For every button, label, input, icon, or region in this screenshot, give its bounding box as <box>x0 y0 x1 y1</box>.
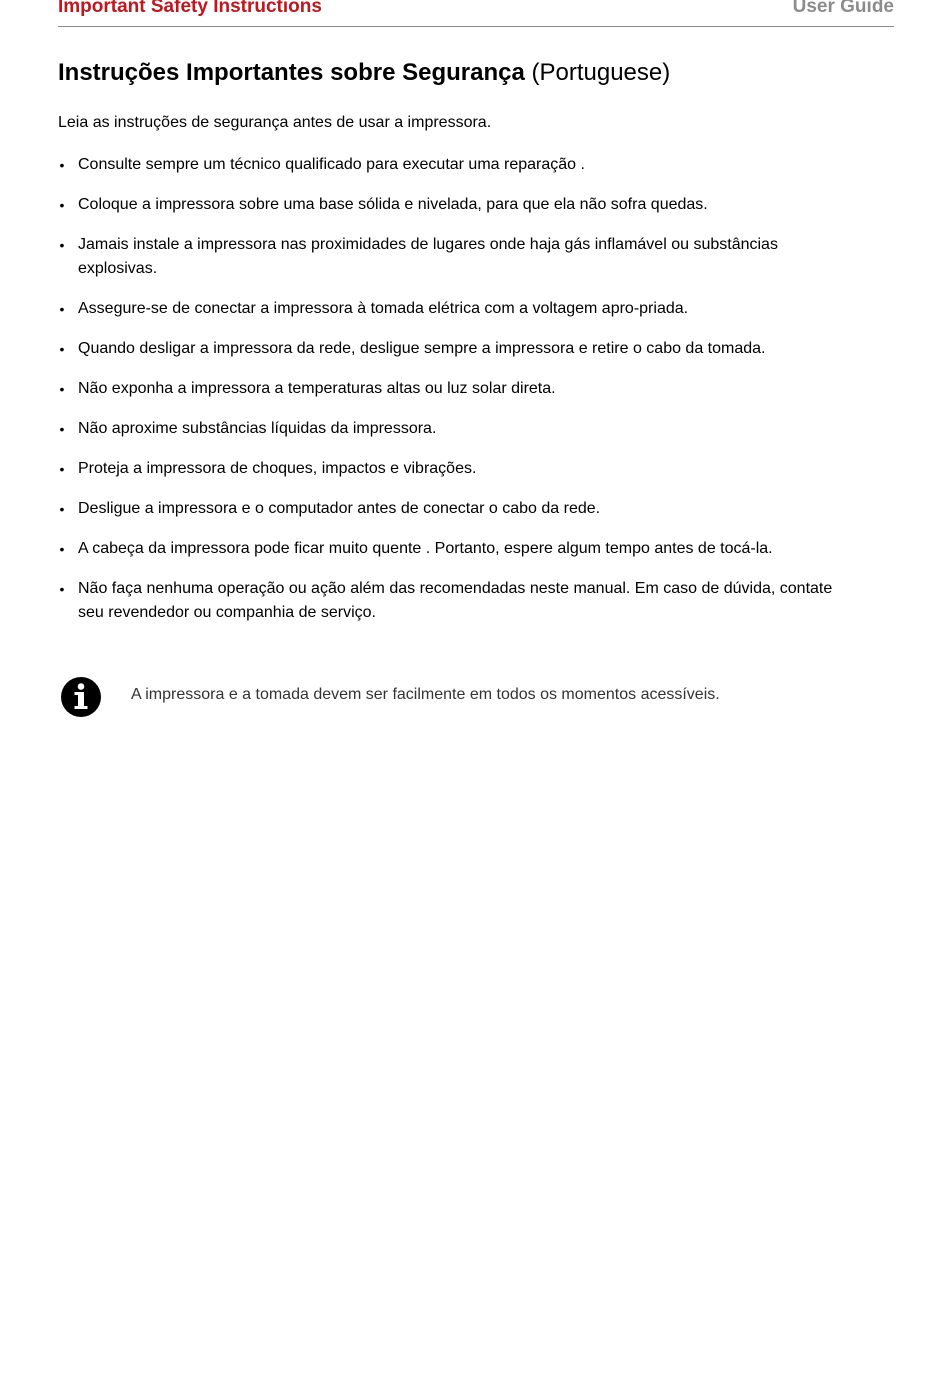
list-item-text: Não exponha a impressora a temperaturas altas ou luz solar direta. <box>78 380 556 397</box>
page-header <box>58 0 894 27</box>
list-item-text: Quando desligar a impressora da rede, desligue sempre a impressora e retire o cabo da tomada. <box>78 340 766 357</box>
bullet-icon: • <box>59 581 65 597</box>
intro-paragraph: Leia as instruções de segurança antes de usar a impressora. <box>58 114 492 131</box>
list-item <box>58 497 858 521</box>
list-item-text: Desligue a impressora e o computador antes de conectar o cabo da rede. <box>78 500 601 517</box>
info-icon-dot <box>78 683 85 690</box>
list-item-text: Proteja a impressora de choques, impactos e vibrações. <box>78 460 477 477</box>
bullet-icon: • <box>59 541 65 557</box>
bullet-icon: • <box>59 341 65 357</box>
bullet-icon: • <box>59 501 65 517</box>
list-item <box>58 337 858 361</box>
list-item-text: A cabeça da impressora pode ficar muito quente . Portanto, espere algum tempo antes de tocá-la. <box>78 540 773 557</box>
list-item-text: Jamais instale a impressora nas proximidades de lugares onde haja gás inflamável ou substâncias explosivas. <box>78 236 778 277</box>
list-item <box>58 537 858 561</box>
list-item <box>58 153 858 177</box>
list-item <box>58 297 858 321</box>
page-title-language: (Portuguese) <box>531 59 671 86</box>
list-item-text: Coloque a impressora sobre uma base sólida e nivelada, para que ela não sofra quedas. <box>78 196 708 213</box>
list-item <box>58 417 858 441</box>
bullet-icon: • <box>59 381 65 397</box>
info-icon-serif-top <box>75 692 84 695</box>
info-icon <box>61 677 101 717</box>
list-item-text: Assegure-se de conectar a impressora à tomada elétrica com a voltagem apro-priada. <box>78 300 689 317</box>
list-item-text: Não aproxime substâncias líquidas da impressora. <box>78 420 437 437</box>
note-text: A impressora e a tomada devem ser facilmente em todos os momentos acessíveis. <box>131 686 720 703</box>
page-title <box>58 59 670 87</box>
bullet-icon: • <box>59 421 65 437</box>
page-title-main: Instruções Importantes sobre Segurança <box>58 59 525 86</box>
bullet-icon: • <box>59 461 65 477</box>
header-document-title: User Guide <box>792 0 894 17</box>
info-icon-serif-bottom <box>75 706 88 709</box>
list-item <box>58 457 858 481</box>
list-item-text: Não faça nenhuma operação ou ação além das recomendadas neste manual. Em caso de dúvida, contate seu revendedor ou companhia de serviço. <box>78 580 833 621</box>
bullet-icon: • <box>59 197 65 213</box>
safety-instructions-list <box>58 153 858 641</box>
bullet-icon: • <box>59 237 65 253</box>
bullet-icon: • <box>59 157 65 173</box>
list-item <box>58 377 858 401</box>
list-item <box>58 193 858 217</box>
list-item-text: Consulte sempre um técnico qualificado para executar uma reparação . <box>78 156 585 173</box>
bullet-icon: • <box>59 301 65 317</box>
header-section-title: Important Safety Instructions <box>58 0 322 17</box>
list-item <box>58 233 858 281</box>
list-item <box>58 577 858 625</box>
